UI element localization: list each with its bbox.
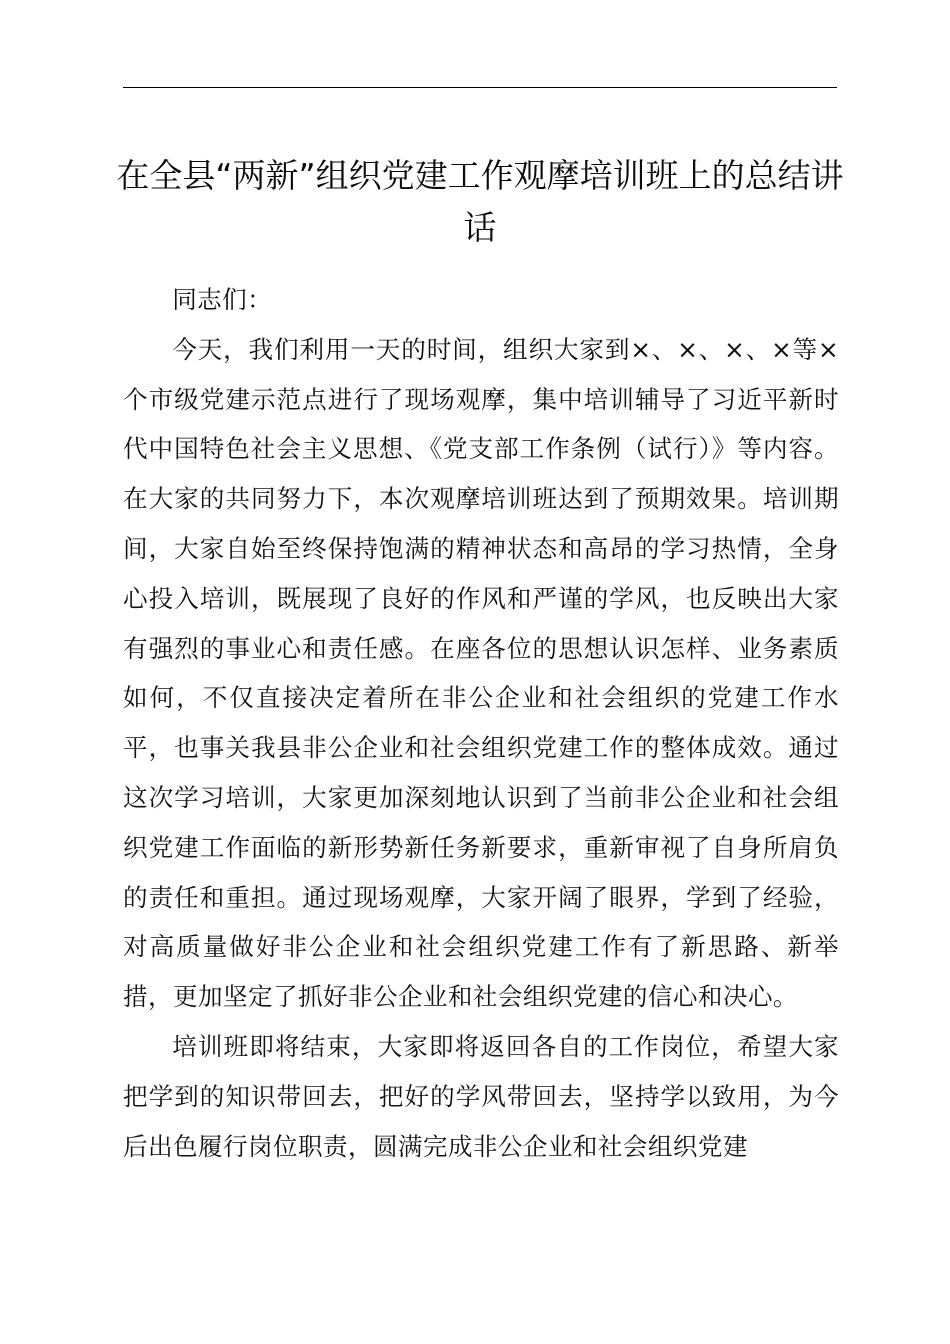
paragraph-2: 培训班即将结束，大家即将返回各自的工作岗位，希望大家把学到的知识带回去，把好的学风带回去，坚持学以致用，为今后出色履行岗位职责，圆满完成非公企业和社会组织党建 xyxy=(123,1031,839,1161)
document-title: 在全县“两新”组织党建工作观摩培训班上的总结讲话 xyxy=(116,156,844,247)
header-rule xyxy=(123,87,837,88)
salutation: 同志们： xyxy=(172,285,273,314)
paragraph-1: 今天，我们利用一天的时间，组织大家到×、×、×、×等×个市级党建示范点进行了现场观摩，集中培训辅导了习近平新时代中国特色社会主义思想、《党支部工作条例（试行）》等内容。在大家的共同努力下，本次观摩培训班达到了预期效果。培训期间，大家自始至终保持饱满的精神状态和高昂的学习热情，全身心投入培训，既展现了良好的作风和严谨的学风，也反映出大家有强烈的事业心和责任感。在座各位的思想认识怎样、业务素质如何，不仅直接决定着所在非公企业和社会组织的党建工作水平，也事关我县非公企业和社会组织党建工作的整体成效。通过这次学习培训，大家更加深刻地认识到了当前非公企业和社会组织党建工作面临的新形势新任务新要求，重新审视了自身所肩负的责任和重担。通过现场观摩，大家开阔了眼界，学到了经验，对高质量做好非公企业和社会组织党建工作有了新思路、新举措，更加坚定了抓好非公企业和社会组织党建的信心和决心。 xyxy=(123,334,839,1012)
document-body xyxy=(123,275,839,1171)
